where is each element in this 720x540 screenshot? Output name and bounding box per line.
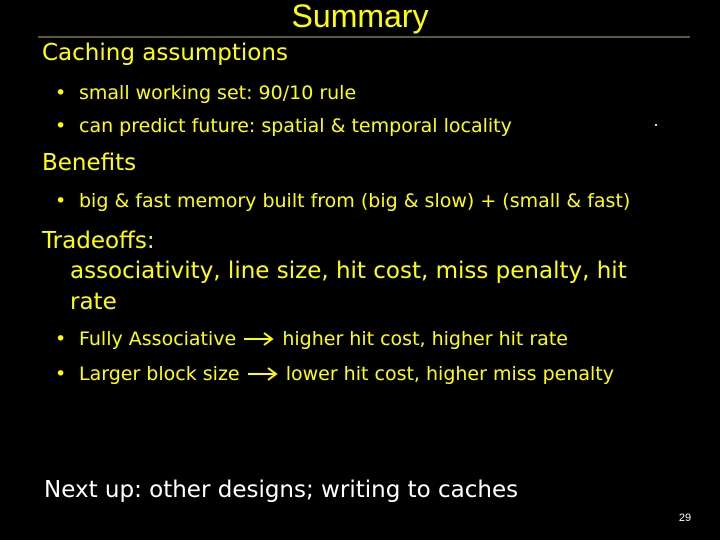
bullet-item [55,327,568,351]
bullet-text-right: higher hit cost, higher hit rate [282,328,568,350]
page-number: 29 [678,512,692,524]
bullet-text: small working set: 90/10 rule [79,82,357,104]
bullet-marker: • [55,363,67,385]
arrow-right-icon [246,366,280,382]
section-heading-tradeoffs: Tradeoffs: [42,228,155,254]
bullet-marker: • [55,82,67,104]
bullet-text: big & fast memory built from (big & slow) + (small & fast) [79,190,631,212]
next-up-text: Next up: other designs; writing to caches [44,477,519,503]
bullet-marker: • [55,115,67,137]
bullet-text-left: Fully Associative [79,328,237,350]
bullet-text-left: Larger block size [79,363,240,385]
section-heading-caching-assumptions: Caching assumptions [42,40,288,66]
bullet-item [55,362,614,386]
tradeoffs-detail-line: associativity, line size, hit cost, miss penalty, hit [70,258,627,284]
bullet-marker: • [55,190,67,212]
bullet-marker: • [55,328,67,350]
stray-dot [655,124,657,126]
bullet-text: can predict future: spatial & temporal locality [79,115,512,137]
bullet-item [55,81,356,105]
bullet-item [55,114,512,138]
tradeoffs-detail-line: rate [70,289,117,315]
section-heading-benefits: Benefits [42,150,137,176]
slide-title: Summary [291,0,429,34]
bullet-item [55,189,630,213]
arrow-right-icon [242,331,276,347]
bullet-text-right: lower hit cost, higher miss penalty [285,363,614,385]
